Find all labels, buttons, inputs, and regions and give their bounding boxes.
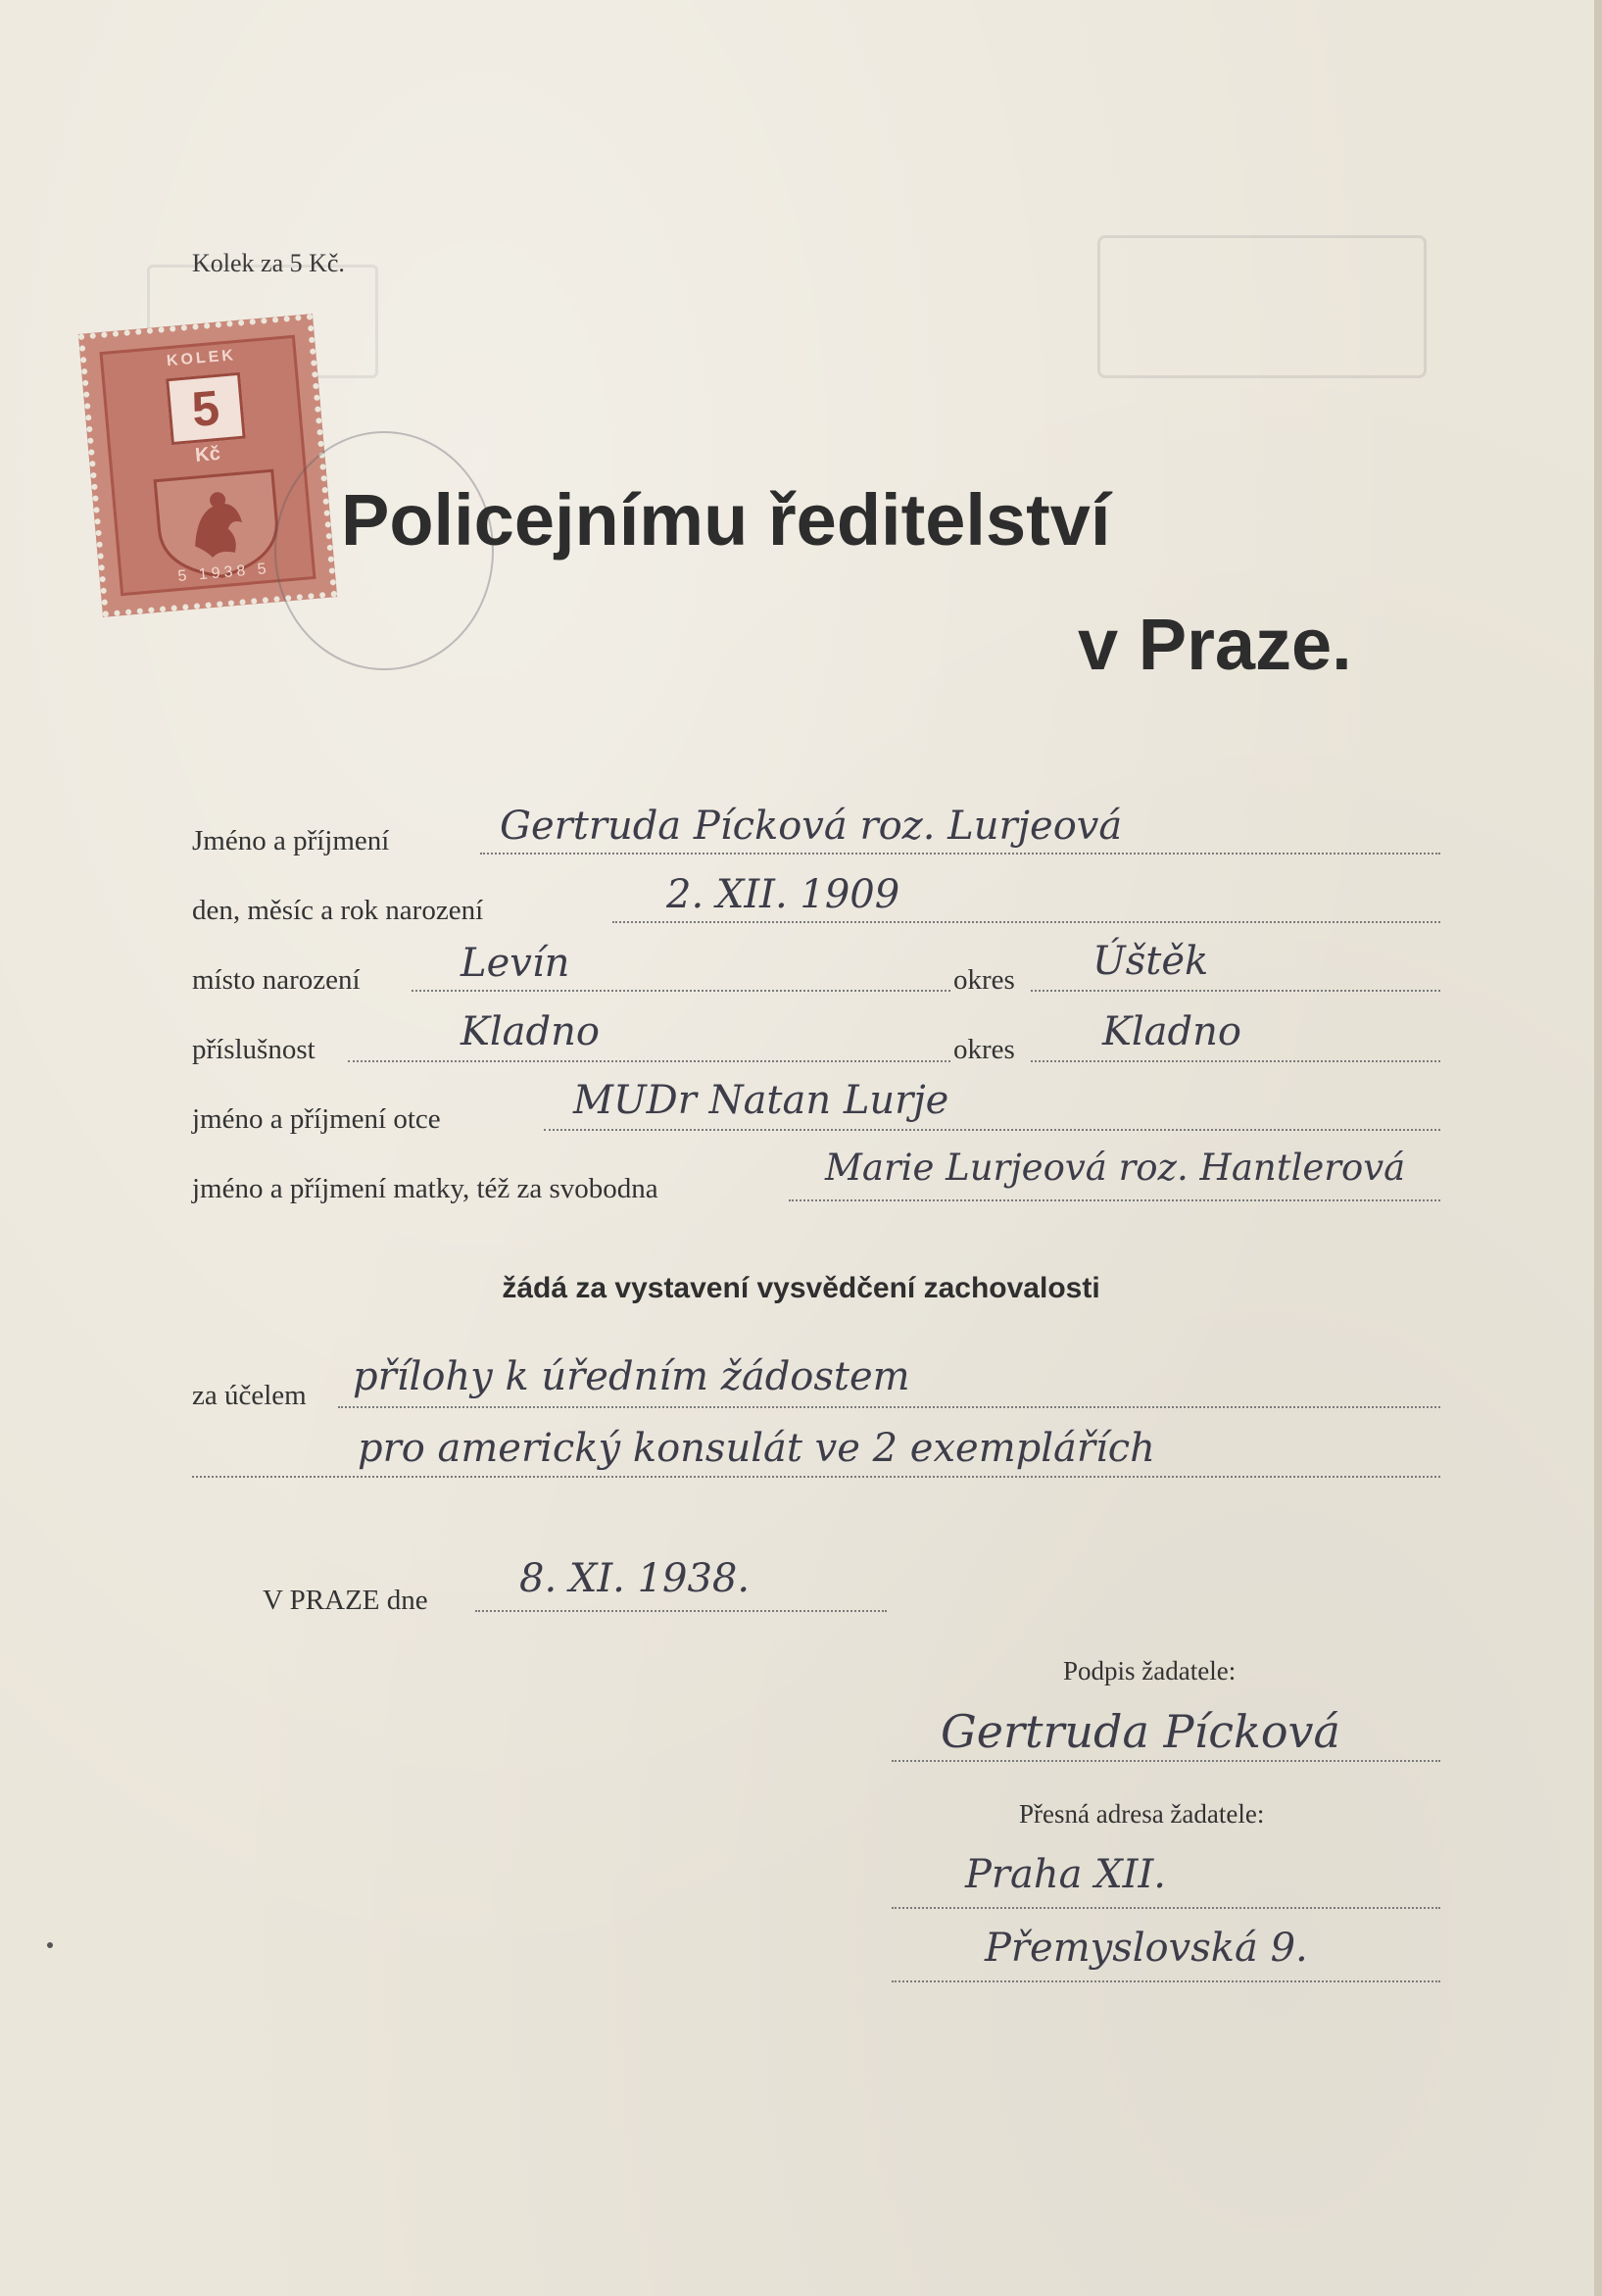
name-value: Gertruda Pícková roz. Lurjeová [500,804,1123,849]
name-label: Jméno a příjmení [192,825,390,856]
revenue-stamp-value: 5 [166,372,246,445]
faint-office-stamp [1097,235,1427,378]
mother-label: jméno a příjmení matky, též za svobodna [192,1173,658,1204]
purpose-line-1 [338,1406,1440,1408]
mother-line [789,1199,1440,1201]
name-line [480,853,1440,855]
margin-dot [47,1942,53,1948]
purpose-value-1: přílohy k úředním žádostem [353,1354,910,1399]
date-label: V PRAZE dne [263,1585,428,1616]
birth-date-label: den, měsíc a rok narození [192,895,484,926]
revenue-stamp-label: Kolek za 5 Kč. [192,249,345,277]
father-line [544,1129,1440,1131]
signature-value: Gertruda Pícková [941,1705,1340,1758]
birth-district-label: okres [953,964,1015,996]
address-line-1 [892,1907,1440,1909]
residence-line [348,1060,950,1062]
birth-place-line [412,990,950,992]
revenue-stamp-currency: Kč [194,442,221,467]
address-value-2: Přemyslovská 9. [985,1926,1308,1971]
birth-date-value: 2. XII. 1909 [666,872,900,917]
title-line-2: v Praze. [1078,604,1352,685]
address-label: Přesná adresa žadatele: [1019,1799,1265,1829]
purpose-line-2 [192,1476,1440,1478]
signature-line [892,1760,1440,1762]
residence-district-label: okres [953,1034,1015,1065]
mother-value: Marie Lurjeová roz. Hantlerová [825,1147,1406,1189]
birth-place-value: Levín [461,941,570,986]
birth-district-value: Úštěk [1092,939,1209,984]
father-value: MUDr Natan Lurje [573,1078,949,1123]
date-line [475,1610,887,1612]
revenue-stamp-kolek-text: KOLEK [166,347,237,370]
revenue-stamp-year: 5 1938 5 [176,560,271,586]
purpose-label: za účelem [192,1380,307,1411]
address-line-2 [892,1980,1440,1982]
title-line-1: Policejnímu ředitelství [341,479,1111,561]
birth-district-line [1031,990,1440,992]
request-heading: žádá za vystavení vysvědčení zachovalosti [502,1272,1100,1304]
residence-district-line [1031,1060,1440,1062]
residence-value: Kladno [461,1009,600,1054]
purpose-value-2: pro americký konsulát ve 2 exemplářích [358,1426,1155,1471]
address-value-1: Praha XII. [965,1852,1166,1897]
residence-district-value: Kladno [1102,1009,1241,1054]
father-label: jméno a příjmení otce [192,1103,441,1135]
birth-place-label: místo narození [192,964,361,996]
birth-date-line [612,921,1440,923]
residence-label: příslušnost [192,1034,316,1065]
date-value: 8. XI. 1938. [519,1556,751,1601]
signature-label: Podpis žadatele: [1063,1656,1237,1685]
